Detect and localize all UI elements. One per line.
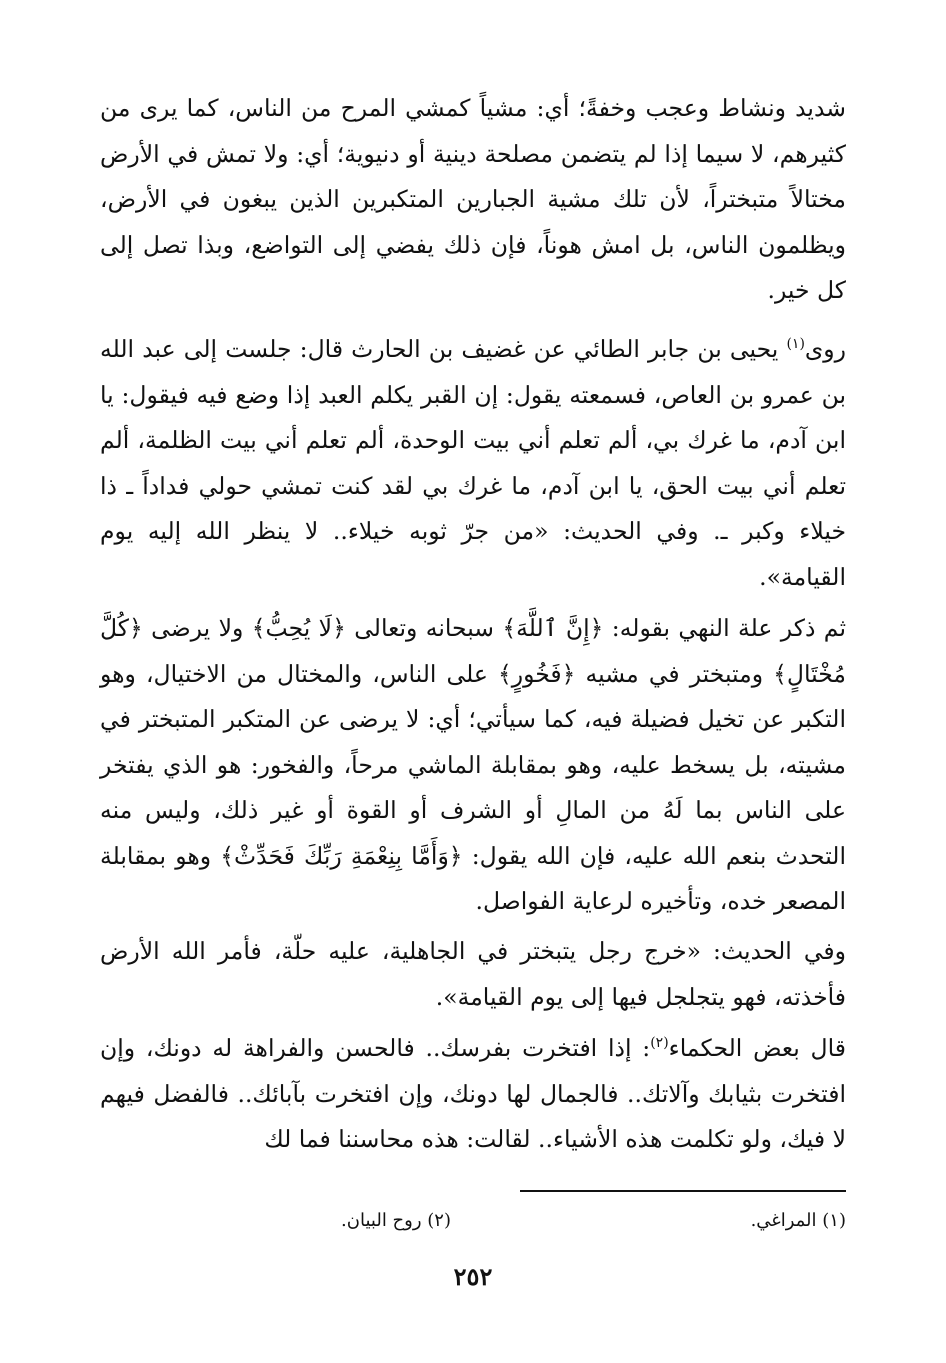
paragraph-4: وفي الحديث: «خرج رجل يتبختر في الجاهلية، عليه حلّة، فأمر الله الأرض فأخذته، فهو يتجلجل فيها إلى يوم القيامة». <box>100 937 846 1011</box>
paragraph-2-body: يحيى بن جابر الطائي عن غضيف بن الحارث قال: جلست إلى عبد الله بن عمرو بن العاص، فسمعته يقول: إن القبر يكلم العبد إذا وضع فيه فيقول: يا ابن آدم، ما غرك بي، ألم تعلم أني بيت الوحدة، ألم تعلم أني بيت الظلمة، ألم تعلم أني بيت الحق، يا ابن آدم، ما غرك بي لقد كنت تمشي حولي فداداً ـ ذا خيلاء وكبر ـ. وفي الحديث: «من جرّ ثوبه خيلاء.. لا ينظر الله إليه يوم القيامة». <box>100 335 846 591</box>
paragraph-1: شديد ونشاط وعجب وخفةً؛ أي: مشياً كمشي المرح من الناس، كما يرى من كثيرهم، لا سيما إذا لم يتضمن مصلحة دينية أو دنيوية؛ أي: ولا تمش في الأرض مختالاً متبختراً، لأن تلك مشية الجبارين المتكبرين الذين يبغون في الأرض، ويظلمون الناس، بل امش هوناً، فإن ذلك يفضي إلى التواضع، وبذا تصل إلى كل خير. <box>100 94 846 304</box>
footnote-marker-1: (١) <box>786 336 805 353</box>
footnote-2: (٢) روح البيان. <box>341 1210 451 1231</box>
footnote-marker-2: (٢) <box>650 1035 669 1052</box>
paragraph-5-body: : إذا افتخرت بفرسك.. فالحسن والفراهة له دونك، وإن افتخرت بثيابك وآلاتك.. فالجمال لها دونك، وإن افتخرت بآبائك.. فالفضل فيهم لا فيك، ولو تكلمت هذه الأشياء.. لقالت: هذه محاسننا فما لك <box>100 1034 846 1153</box>
page-number: ٢٥٢ <box>453 1262 493 1291</box>
paragraph-2 <box>100 327 846 600</box>
footnote-1: (١) المراغي. <box>750 1210 846 1231</box>
footnote-divider <box>520 1190 846 1192</box>
paragraph-5 <box>100 1026 846 1163</box>
paragraph-2-opening: روى <box>804 335 846 363</box>
paragraph-5-opening: قال بعض الحكماء <box>668 1034 846 1062</box>
paragraph-3: ثم ذكر علة النهي بقوله: ﴿إِنَّ ٱللَّهَ﴾ سبحانه وتعالى ﴿لَا يُحِبُّ﴾ ولا يرضى ﴿كُلَّ مُخْتَالٍ﴾ ومتبختر في مشيه ﴿فَخُورٍ﴾ على الناس، والمختال من الاختيال، وهو التكبر عن تخيل فضيلة فيه، كما سيأتي؛ أي: لا يرضى عن المتكبر المتبختر في مشيته، بل يسخط عليه، وهو بمقابلة الماشي مرحاً، والفخور: هو الذي يفتخر على الناس بما لَهُ من المالِ أو الشرف أو القوة أو غير ذلك، وليس منه التحدث بنعم الله عليه، فإن الله يقول: ﴿وَأَمَّا بِنِعْمَةِ رَبِّكَ فَحَدِّثْ﴾ وهو بمقابلة المصعر خده، وتأخيره لرعاية الفواصل. <box>100 614 846 915</box>
